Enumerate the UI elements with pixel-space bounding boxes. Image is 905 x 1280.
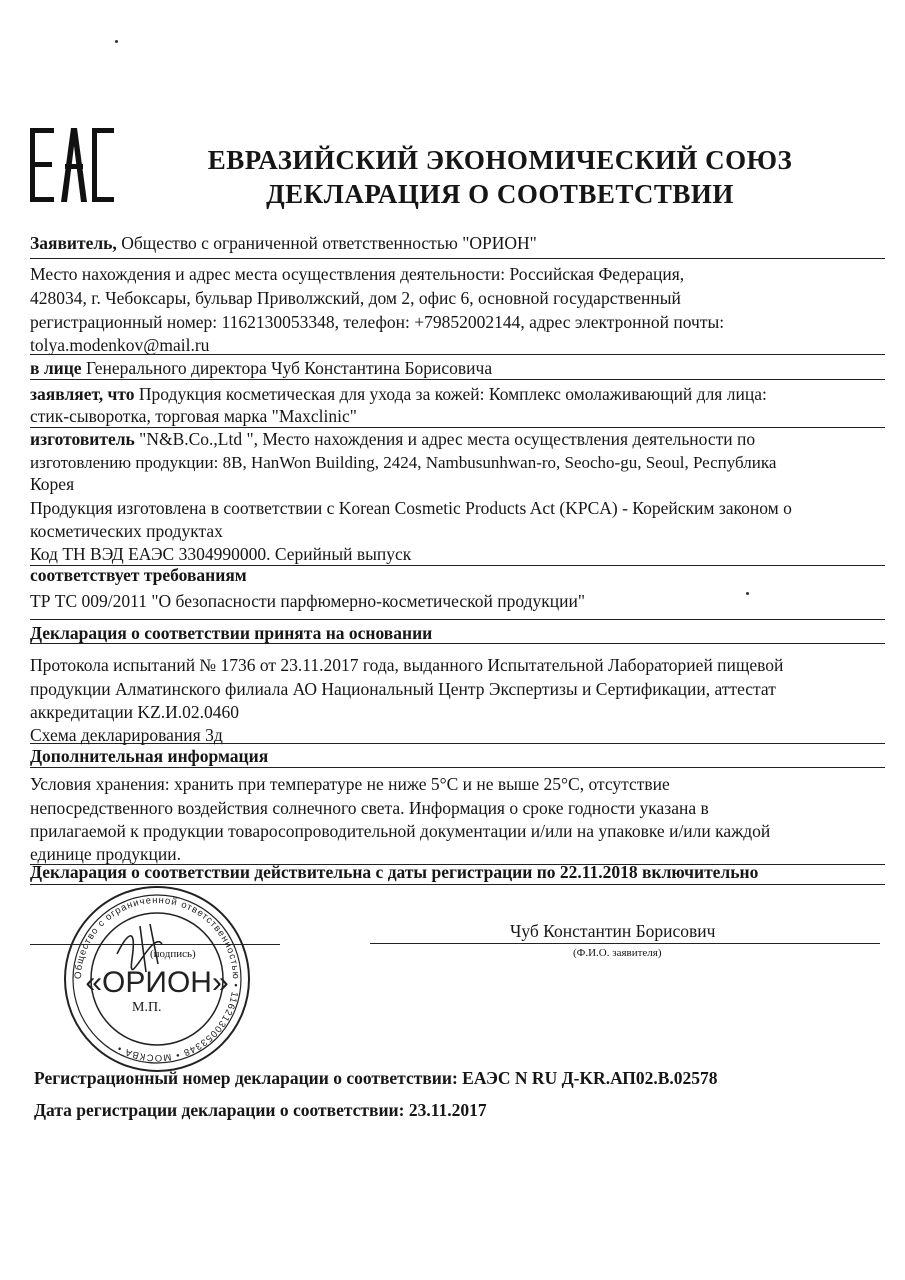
manufacturer-row: [30, 428, 881, 451]
represented-text: Генерального директора Чуб Константина Борисовича: [81, 358, 493, 378]
divider: [30, 643, 885, 644]
additional-line-3: прилагаемой к продукции товаросопроводительной документации и/или на упаковке и/или каждой: [30, 821, 771, 841]
signature-scribble: [117, 924, 162, 972]
name-line: [370, 943, 880, 944]
manufacturer-line-5: косметических продуктах: [30, 521, 223, 541]
divider: [30, 379, 885, 380]
applicant-label: Заявитель,: [30, 233, 117, 253]
registration-date: Дата регистрации декларации о соответствии: 23.11.2017: [34, 1100, 487, 1120]
declares-line-2: стик-сыворотка, торговая марка "Maxclinic": [30, 406, 357, 426]
declaration-title: ДЕКЛАРАЦИЯ О СООТВЕТСТВИИ: [266, 179, 734, 209]
additional-line-4: единице продукции.: [30, 844, 182, 864]
address-line-2: 428034, г. Чебоксары, бульвар Приволжский, дом 2, офис 6, основной государственный: [30, 288, 681, 308]
divider: [30, 743, 885, 744]
declares-row: [30, 383, 881, 406]
manufacturer-text: "N&B.Co.,Ltd ", Место нахождения и адрес места осуществления деятельности по: [134, 429, 756, 449]
additional-label-text: Дополнительная информация: [30, 746, 269, 766]
basis-label: [30, 622, 881, 645]
stamp-center-text: «ОРИОН»: [85, 966, 229, 999]
manufacturer-line-3: Корея: [30, 474, 75, 494]
complies-label-text: соответствует требованиям: [30, 565, 247, 585]
speck: [746, 592, 749, 595]
additional-line-2: непосредственного воздействия солнечного света. Информация о сроке годности указана в: [30, 798, 709, 818]
divider: [30, 619, 885, 620]
hs-code: Код ТН ВЭД ЕАЭС 3304990000. Серийный выпуск: [30, 544, 412, 564]
speck: [115, 40, 118, 43]
validity-statement: Декларация о соответствии действительна с даты регистрации по 22.11.2018 включительно: [30, 862, 759, 882]
basis-label-text: Декларация о соответствии принята на основании: [30, 623, 433, 643]
complies-text: ТР ТС 009/2011 "О безопасности парфюмерно-косметической продукции": [30, 591, 586, 611]
email: tolya.modenkov@mail.ru: [30, 335, 210, 355]
address-line-1: Место нахождения и адрес места осуществления деятельности: Российская Федерация,: [30, 264, 685, 284]
mp-label: М.П.: [132, 1000, 162, 1015]
applicant-row: [30, 232, 881, 255]
eac-logo: [30, 128, 114, 202]
declaration-scheme: Схема декларирования 3д: [30, 725, 223, 745]
stamp-ring-text: Общество с ограниченной ответственностью • 1162130053348 • МОСКВА •: [72, 894, 242, 1064]
name-caption: (Ф.И.О. заявителя): [573, 947, 662, 959]
additional-line-1: Условия хранения: хранить при температуре не ниже 5°С и не выше 25°С, отсутствие: [30, 774, 670, 794]
document-header: [200, 143, 800, 211]
union-title: ЕВРАЗИЙСКИЙ ЭКОНОМИЧЕСКИЙ СОЮЗ: [207, 145, 793, 175]
address-line-3: регистрационный номер: 1162130053348, телефон: +79852002144, адрес электронной почты:: [30, 312, 725, 332]
divider: [30, 258, 885, 259]
signature-caption: (подпись): [150, 948, 196, 960]
divider: [30, 354, 885, 355]
divider: [30, 767, 885, 768]
complies-label: [30, 564, 881, 587]
declares-label: заявляет, что: [30, 384, 135, 404]
applicant-full-name: Чуб Константин Борисович: [510, 921, 716, 941]
declares-text: Продукция косметическая для ухода за кожей: Комплекс омолаживающий для лица:: [134, 384, 767, 404]
manufacturer-label: изготовитель: [30, 429, 135, 449]
basis-line-3: аккредитации KZ.И.02.0460: [30, 702, 240, 722]
represented-label: в лице: [30, 358, 82, 378]
manufacturer-line-4: Продукция изготовлена в соответствии с Korean Cosmetic Products Act (KPCA) - Корейским законом о: [30, 498, 792, 518]
company-stamp: [62, 884, 252, 1074]
manufacturer-line-2: изготовлению продукции: 8B, HanWon Building, 2424, Nambusunhwan-ro, Seocho-gu, Seoul, Республика: [30, 453, 777, 472]
applicant-name: Общество с ограниченной ответственностью "ОРИОН": [116, 233, 537, 253]
basis-line-2: продукции Алматинского филиала АО Национальный Центр Экспертизы и Сертификации, аттестат: [30, 679, 776, 699]
additional-label: [30, 745, 881, 768]
basis-line-1: Протокола испытаний № 1736 от 23.11.2017 года, выданного Испытательной Лабораторией пищевой: [30, 655, 784, 675]
represented-row: [30, 357, 881, 380]
registration-number: Регистрационный номер декларации о соответствии: ЕАЭС N RU Д-KR.АП02.В.02578: [34, 1068, 718, 1088]
